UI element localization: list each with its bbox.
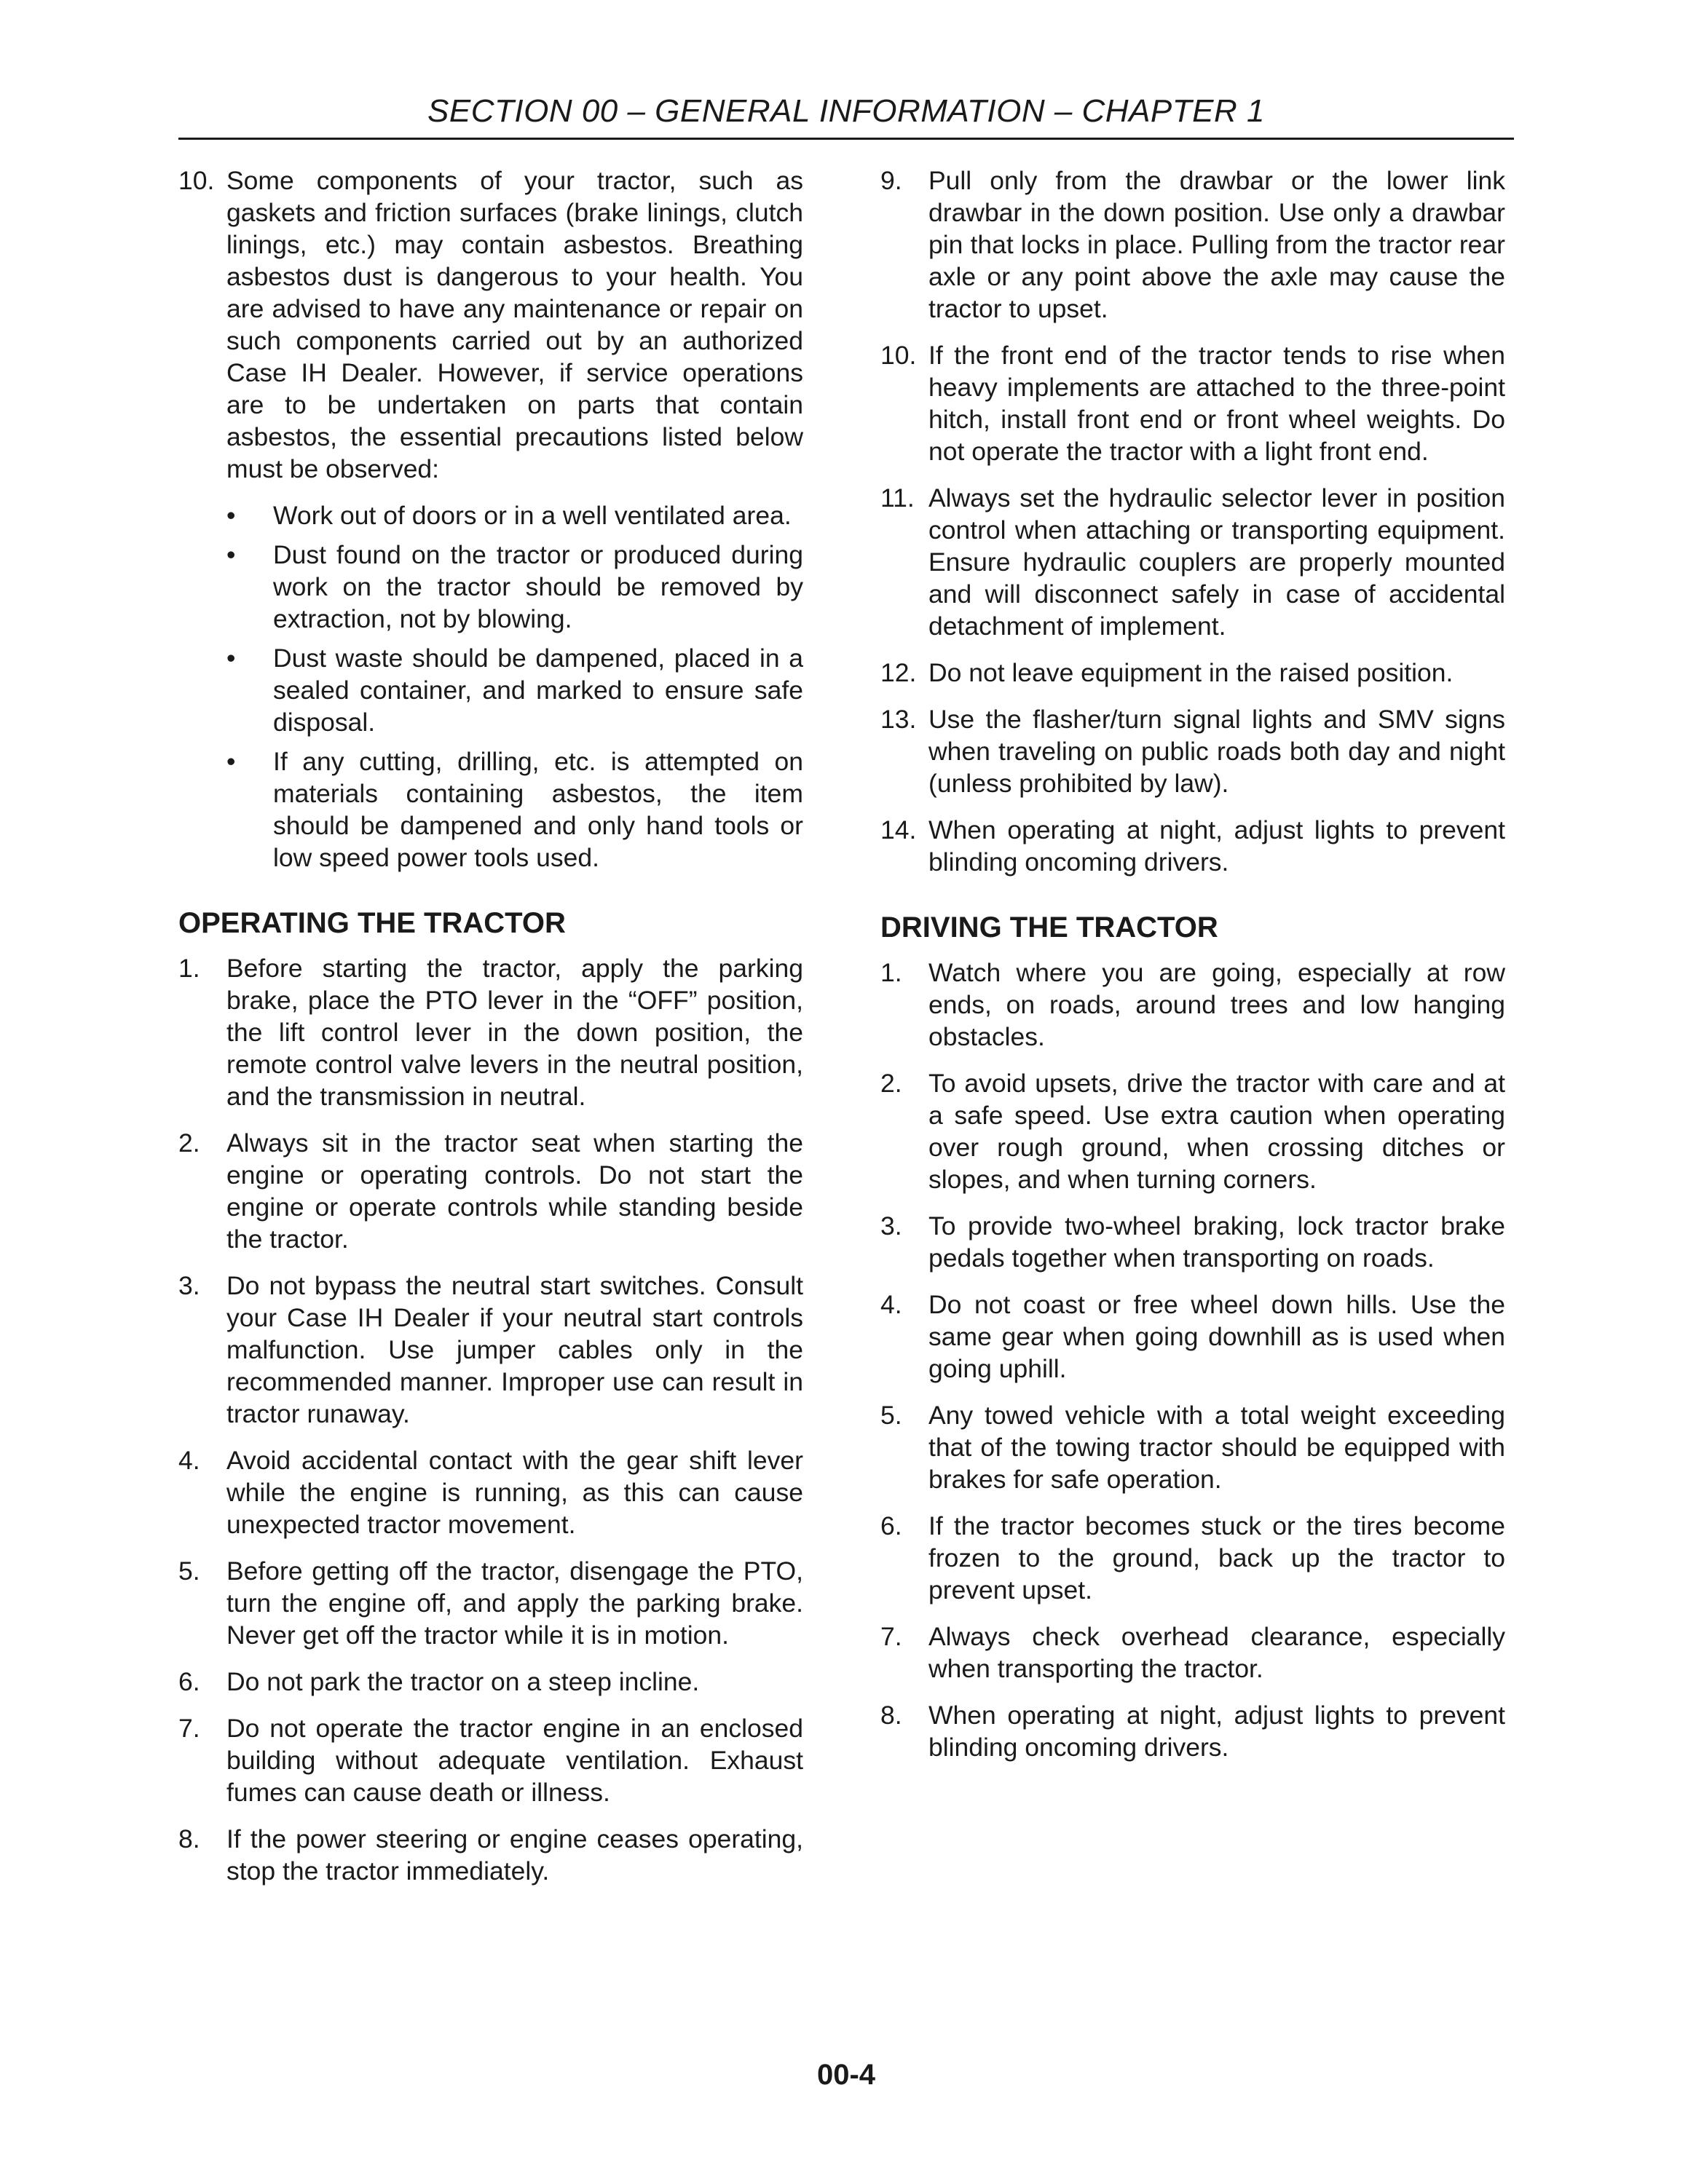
item-number: 1. [178, 954, 200, 983]
item-number: 9. [880, 166, 902, 195]
item-text: Pull only from the drawbar or the lower link drawbar in the down position. Use only a drawbar pin that locks in place. Pulling from the tractor rear axle or any point above the axle may cause the tractor to upset. [928, 166, 1505, 323]
item-number: 4. [880, 1290, 902, 1319]
list-item [880, 814, 1505, 878]
list-item [880, 1067, 1505, 1195]
bullet-icon: • [226, 747, 236, 776]
driving-section-title: DRIVING THE TRACTOR [880, 911, 1218, 943]
header-divider [178, 138, 1514, 140]
list-item [178, 1127, 803, 1255]
right-column [880, 165, 1505, 1778]
item-text: Any towed vehicle with a total weight exceeding that of the towing tractor should be equipped with brakes for safe operation. [928, 1401, 1505, 1494]
page-number: 00-4 [816, 2059, 876, 2091]
list-item [178, 1823, 803, 1887]
list-item [880, 1699, 1505, 1763]
list-item [880, 657, 1505, 689]
list-item [880, 482, 1505, 642]
item-number: 2. [880, 1069, 902, 1098]
item-number: 2. [178, 1128, 200, 1158]
item-number: 11. [880, 483, 915, 513]
item-text: Do not bypass the neutral start switches. Consult your Case IH Dealer if your neutral start controls malfunction. Use jumper cables only in the recommended manner. Improper use can result in tractor runaway. [226, 1271, 803, 1428]
item-text: If the front end of the tractor tends to rise when heavy implements are attached to the three-point hitch, install front end or front wheel weights. Do not operate the tractor with a light front end. [928, 341, 1505, 466]
item-number: 3. [178, 1271, 200, 1300]
list-item [178, 1555, 803, 1651]
list-item [880, 339, 1505, 467]
item-text: Before starting the tractor, apply the parking brake, place the PTO lever in the “OFF” position, the lift control lever in the down position, the remote control valve levers in the neutral position, and the transmission in neutral. [226, 954, 803, 1111]
bullet-text: Dust found on the tractor or produced during work on the tractor should be removed by extraction, not by blowing. [273, 540, 803, 633]
item-text: Do not leave equipment in the raised position. [928, 658, 1454, 687]
item-number: 8. [880, 1701, 902, 1730]
operating-section-title: OPERATING THE TRACTOR [178, 907, 566, 939]
item-text: When operating at night, adjust lights to prevent blinding oncoming drivers. [928, 1701, 1505, 1762]
list-item [880, 1289, 1505, 1385]
item-text: Always sit in the tractor seat when starting the engine or operating controls. Do not start the engine or operate controls while standing beside the tractor. [226, 1128, 803, 1254]
bullet-item [226, 745, 803, 874]
list-item [880, 165, 1505, 325]
item-text: When operating at night, adjust lights to prevent blinding oncoming drivers. [928, 815, 1505, 877]
item-text: Always check overhead clearance, especially when transporting the tractor. [928, 1622, 1505, 1683]
list-item [880, 1210, 1505, 1274]
item-text: Always set the hydraulic selector lever in position control when attaching or transporting equipment. Ensure hydraulic couplers are properly mounted and will disconnect safely in case of accidental detachment of implement. [928, 483, 1505, 641]
item-text: To provide two-wheel braking, lock tractor brake pedals together when transporting on roads. [928, 1211, 1505, 1273]
item-text: If the power steering or engine ceases operating, stop the tractor immediately. [226, 1824, 803, 1886]
bullet-icon: • [226, 501, 236, 530]
item-text: Use the flasher/turn signal lights and SMV signs when traveling on public roads both day and night (unless prohibited by law). [928, 705, 1505, 798]
bullet-item [226, 539, 803, 635]
bullet-icon: • [226, 540, 236, 569]
item-number: 14. [880, 815, 917, 844]
item-number: 10. [880, 341, 917, 370]
page-header-title: SECTION 00 – GENERAL INFORMATION – CHAPTER 1 [427, 93, 1265, 129]
item-text: Before getting off the tractor, disengage the PTO, turn the engine off, and apply the parking brake. Never get off the tractor while it is in motion. [226, 1556, 803, 1650]
asbestos-precautions-list [226, 499, 803, 874]
list-item [880, 1621, 1505, 1685]
item-number: 13. [880, 705, 917, 734]
list-item [178, 1270, 803, 1430]
list-item [880, 1510, 1505, 1606]
list-item [880, 703, 1505, 799]
item-number: 3. [880, 1211, 902, 1241]
item-text: Some components of your tractor, such as gaskets and friction surfaces (brake linings, clutch linings, etc.) may contain asbestos. Breathing asbestos dust is dangerous to your health. You are advised to have any maintenance or repair on such components carried out by an authorized Case IH Dealer. However, if service operations are to be undertaken on parts that contain asbestos, the essential precautions listed below must be observed: [226, 166, 803, 483]
list-item [178, 1444, 803, 1540]
item-number: 5. [880, 1401, 902, 1430]
item-number: 6. [178, 1667, 200, 1696]
bullet-text: If any cutting, drilling, etc. is attempted on materials containing asbestos, the item should be dampened and only hand tools or low speed power tools used. [273, 747, 803, 872]
bullet-item [226, 642, 803, 738]
item-text: Avoid accidental contact with the gear shift lever while the engine is running, as this can cause unexpected tractor movement. [226, 1446, 803, 1539]
item-text: Do not coast or free wheel down hills. Use the same gear when going downhill as is used when going uphill. [928, 1290, 1505, 1383]
item-number: 10. [178, 166, 215, 195]
item-number: 8. [178, 1824, 200, 1853]
bullet-text: Work out of doors or in a well ventilated area. [273, 501, 792, 530]
list-item [880, 1399, 1505, 1495]
item-number: 7. [880, 1622, 902, 1651]
list-item [880, 957, 1505, 1053]
list-item [178, 165, 803, 485]
item-text: Do not park the tractor on a steep incline. [226, 1667, 700, 1696]
item-number: 1. [880, 958, 902, 987]
list-item [178, 1712, 803, 1808]
item-number: 6. [880, 1511, 902, 1540]
bullet-text: Dust waste should be dampened, placed in a sealed container, and marked to ensure safe disposal. [273, 644, 803, 737]
item-number: 4. [178, 1446, 200, 1475]
bullet-item [226, 499, 803, 531]
item-number: 5. [178, 1556, 200, 1586]
list-item [178, 1666, 803, 1698]
left-column [178, 165, 803, 1902]
bullet-icon: • [226, 644, 236, 673]
item-text: To avoid upsets, drive the tractor with care and at a safe speed. Use extra caution when operating over rough ground, when crossing ditches or slopes, and when turning corners. [928, 1069, 1505, 1194]
item-text: Watch where you are going, especially at row ends, on roads, around trees and low hanging obstacles. [928, 958, 1505, 1051]
item-text: If the tractor becomes stuck or the tires become frozen to the ground, back up the tractor to prevent upset. [928, 1511, 1505, 1605]
list-item [178, 952, 803, 1112]
item-number: 12. [880, 658, 917, 687]
item-text: Do not operate the tractor engine in an enclosed building without adequate ventilation. Exhaust fumes can cause death or illness. [226, 1714, 803, 1807]
item-number: 7. [178, 1714, 200, 1743]
